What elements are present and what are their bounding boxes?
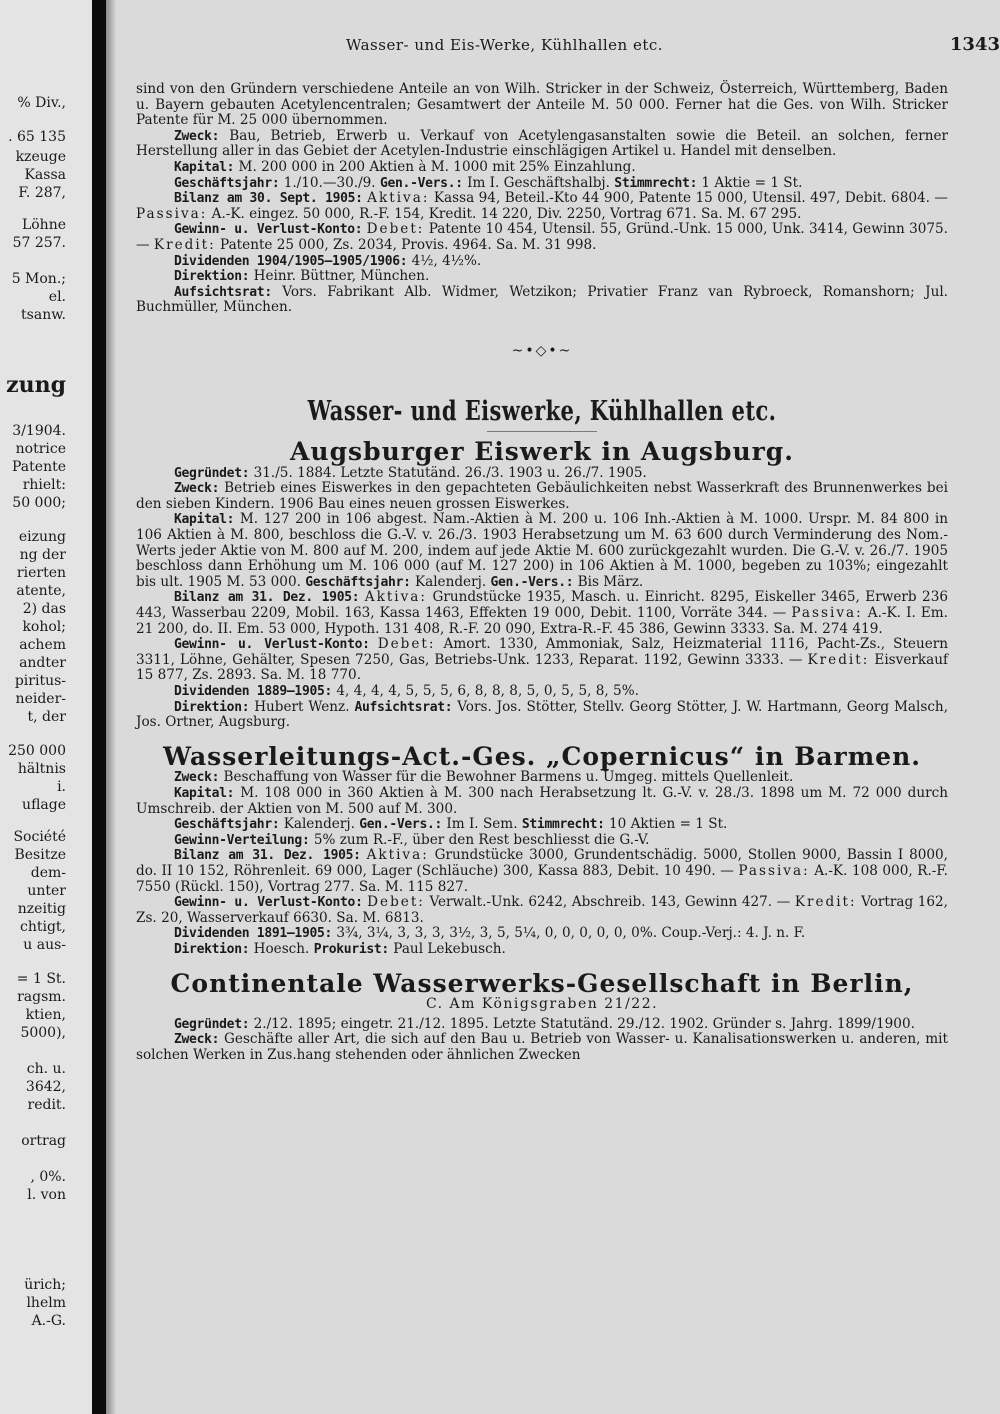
- gewverteil-text: 5% zum R.-F., über den Rest beschliesst die G.-V.: [313, 831, 650, 848]
- stimm-text: 10 Aktien = 1 St.: [608, 816, 728, 833]
- left-page-fragment: % Div.,: [17, 95, 66, 111]
- left-page-fragment: ng der: [19, 547, 66, 563]
- gegr-label: Gegründet:: [174, 465, 250, 481]
- debet-label: Debet:: [366, 221, 425, 238]
- page-number: 1343: [949, 34, 1000, 55]
- adjacent-page-fragment: [0, 0, 92, 1414]
- stimm-text: 1 Aktie = 1 St.: [701, 174, 803, 191]
- left-page-fragment: piritus-: [14, 673, 66, 689]
- gj-label: Geschäftsjahr:: [174, 175, 280, 191]
- debet-text: Verwalt.-Unk. 6242, Abschreib. 143, Gewinn 427. —: [429, 894, 791, 911]
- aufsichtsrat-paragraph: [136, 285, 948, 316]
- gj-text: Kalenderj.: [283, 816, 355, 833]
- left-page-fragment: redit.: [27, 1097, 66, 1113]
- left-page-fragment: andter: [19, 655, 66, 671]
- guv-paragraph: [136, 637, 948, 684]
- dir-label: Direktion:: [174, 699, 250, 715]
- zweck-text: Beschaffung von Wasser für die Bewohner Barmens u. Umgeg. mittels Quellenleit.: [223, 769, 794, 786]
- left-page-fragment: neider-: [15, 691, 66, 707]
- kapital-text: M. 127 200 in 106 abgest. Nam.-Aktien à M. 200 u. 106 Inh.-Aktien à M. 1000. Urspr. M. 84 800 in 106 Aktien à M. 800, beschloss die G.-V. v. 26./3. 1903 Herabsetzung um M. 63 600 durch Verminderung des Nom.-Werts jeder Aktie von M. 800 auf M. 200, indem auf jede Aktie M. 600 zurückgezahlt wurden. Die G.-V. v. 26./7. 1905 beschloss dann Erhöhung um M. 106 000 (auf M. 127 200) in 106 Aktien à M. 1000, begeben zu 103%; eingezahlt bis ult. 1905 M. 53 000.: [136, 511, 948, 590]
- guv-label: Gewinn- u. Verlust-Konto:: [174, 637, 370, 653]
- gv-label: Gen.-Vers.:: [490, 574, 574, 590]
- gv-text: Im I. Geschäftshalbj.: [467, 174, 610, 191]
- left-page-fragment: , 0%.: [30, 1169, 66, 1185]
- guv-label: Gewinn- u. Verlust-Konto:: [174, 895, 363, 911]
- passiva-label: Passiva:: [136, 205, 208, 222]
- dir-text: Heinr. Büttner, München.: [253, 268, 430, 285]
- left-page-fragment: hältnis: [17, 761, 66, 777]
- gegr-text: 2./12. 1895; eingetr. 21./12. 1895. Letzte Statutänd. 29./12. 1902. Gründer s. Jahrg. 1899/1900.: [253, 1015, 915, 1032]
- left-page-fragment: Löhne: [21, 217, 66, 233]
- kredit-text: Eisverkauf 15 877, Zs. 2893. Sa. M. 18 770.: [136, 651, 948, 684]
- aktiva-label: Aktiva:: [367, 190, 430, 207]
- kapital-paragraph: [136, 160, 948, 176]
- dividenden-paragraph: [136, 926, 948, 942]
- company-address: C. Am Königsgraben 21/22.: [425, 996, 659, 1013]
- entry-augsburg: [136, 437, 949, 731]
- kredit-text: Patente 25 000, Zs. 2034, Provis. 4964. Sa. M. 31 998.: [220, 236, 597, 253]
- left-page-fragment: ktien,: [25, 1007, 66, 1023]
- left-page-fragment: 57 257.: [12, 235, 66, 251]
- bilanz-label: Bilanz am 30. Sept. 1905:: [174, 191, 363, 207]
- passiva-text: A.-K. I. Em. 21 200, do. II. Em. 53 000, Hypoth. 131 408, R.-F. 20 090, Extra-R.-F. 45 386, Gewinn 3333. Sa. M. 274 419.: [136, 605, 948, 637]
- kapital-paragraph: [136, 512, 948, 590]
- gegr-label: Gegründet:: [174, 1016, 250, 1032]
- left-page-fragment: notrice: [15, 441, 66, 457]
- zweck-paragraph: [136, 129, 948, 160]
- div-text: 3¾, 3¼, 3, 3, 3, 3½, 3, 5, 5¼, 0, 0, 0, 0, 0, 0%. Coup.-Verj.: 4. J. n. F.: [336, 925, 806, 942]
- aktiva-label: Aktiva:: [364, 589, 427, 606]
- left-page-fragment: Besitze: [14, 847, 66, 863]
- direktion-paragraph: [136, 269, 948, 285]
- left-page-fragment: 2) das: [22, 601, 66, 617]
- book-gutter: [92, 0, 106, 1414]
- kapital-label: Kapital:: [174, 159, 235, 175]
- direktion-paragraph: [136, 942, 948, 958]
- entry-barmen: [136, 741, 948, 958]
- left-page-fragment: nzeitig: [17, 901, 66, 917]
- gj-text: Kalenderj.: [414, 573, 487, 590]
- left-page-fragment: i.: [57, 779, 66, 795]
- prok-label: Prokurist:: [313, 941, 389, 957]
- left-page-fragment: u aus-: [23, 937, 66, 953]
- left-page-fragment: chtigt,: [20, 919, 66, 935]
- entry-intro: sind von den Gründern verschiedene Anteile an von Wilh. Stricker in der Schweiz, Österreich, Württemberg, Baden u. Bayern gebauten Acetylencentralen; Gesamtwert der Anteile M. 50 000. Ferner hat die Ges. von Wilh. Stricker Patente für M. 25 000 übernommen.: [136, 81, 948, 129]
- left-page-fragment: kzeuge: [15, 149, 66, 165]
- zweck-label: Zweck:: [174, 770, 220, 786]
- bilanz-paragraph: [136, 848, 948, 895]
- gewinnverteilung-paragraph: [136, 833, 948, 849]
- dir-label: Direktion:: [174, 941, 250, 957]
- left-page-fragment: el.: [48, 289, 66, 305]
- zweck-paragraph: [136, 1032, 948, 1063]
- left-page-fragment: ortrag: [21, 1133, 66, 1149]
- left-page-fragment: 5 Mon.;: [11, 271, 66, 287]
- dir-text: Hubert Wenz.: [254, 698, 350, 715]
- div-label: Dividenden 1904/1905—1905/1906:: [174, 253, 408, 269]
- stimm-label: Stimmrecht:: [614, 175, 698, 191]
- div-label: Dividenden 1889—1905:: [174, 684, 333, 699]
- left-page-fragment: Kassa: [24, 167, 66, 183]
- zweck-label: Zweck:: [174, 481, 220, 497]
- ar-label: Aufsichtsrat:: [354, 699, 453, 715]
- company-title: Continentale Wasserwerks-Gesellschaft in Berlin,: [170, 968, 914, 998]
- passiva-text: A.-K. 108 000, R.-F. 7550 (Rückl. 150), Vortrag 277. Sa. M. 115 827.: [136, 862, 948, 895]
- company-title: Augsburger Eiswerk in Augsburg.: [290, 437, 794, 467]
- left-page-fragment: zung: [6, 372, 66, 398]
- bilanz-label: Bilanz am 31. Dez. 1905:: [174, 848, 361, 864]
- kredit-label: Kredit:: [153, 236, 216, 253]
- left-page-fragment: achem: [19, 637, 66, 653]
- debet-text: Amort. 1330, Ammoniak, Salz, Heizmaterial 1116, Pacht-Zs., Steuern 3311, Löhne, Gehälter, Spesen 7250, Gas, Betriebs-Unk. 1233, Reparat. 1192, Gewinn 3333. —: [136, 636, 949, 668]
- left-page-fragment: 3/1904.: [12, 423, 66, 439]
- zweck-label: Zweck:: [174, 128, 220, 144]
- gj-label: Geschäftsjahr:: [174, 817, 280, 833]
- debet-label: Debet:: [377, 636, 436, 653]
- zweck-paragraph: [136, 481, 948, 512]
- left-page-fragment: = 1 St.: [16, 971, 66, 987]
- zweck-text: Bau, Betrieb, Erwerb u. Verkauf von Acetylengasanstalten sowie die Beteil. an solchen, ferner Herstellung aller in das Gebiet der Acetylen-Industrie einschlägigen Artikel u. Handel mit denselben.: [136, 127, 948, 160]
- entry-continued: [136, 82, 948, 316]
- dividenden-paragraph: [136, 254, 948, 270]
- left-page-fragment: tsanw.: [21, 307, 66, 323]
- div-label: Dividenden 1891—1905:: [174, 926, 333, 942]
- passiva-text: A.-K. eingez. 50 000, R.-F. 154, Kredit. 14 220, Div. 2250, Vortrag 671. Sa. M. 67 295.: [211, 205, 802, 222]
- kapital-text: M. 200 000 in 200 Aktien à M. 1000 mit 25% Einzahlung.: [238, 158, 636, 175]
- left-page-fragment: lhelm: [26, 1295, 66, 1311]
- dir-text: Hoesch.: [253, 940, 310, 957]
- div-text: 4½, 4½%.: [411, 252, 482, 269]
- left-page-fragment: . 65 135: [8, 129, 66, 145]
- running-head: Wasser- und Eis-Werke, Kühlhallen etc.: [346, 36, 664, 54]
- kapital-label: Kapital:: [174, 512, 235, 528]
- entry-berlin: [136, 968, 948, 1064]
- gewverteil-label: Gewinn-Verteilung:: [174, 832, 310, 848]
- geschaeftsjahr-paragraph: [136, 817, 948, 833]
- left-page-fragment: t, der: [27, 709, 66, 725]
- left-page-fragment: Société: [13, 829, 66, 845]
- gegruendet-paragraph: [136, 466, 948, 482]
- passiva-label: Passiva:: [738, 862, 810, 879]
- direktion-paragraph: [136, 700, 948, 731]
- guv-paragraph: [136, 895, 948, 926]
- zweck-text: Geschäfte aller Art, die sich auf den Bau u. Betrieb von Wasser- u. Kanalisationswerken u. anderen, mit solchen Werken in Zus.hang stehenden oder ähnlichen Zwecken: [136, 1031, 948, 1063]
- left-page-fragment: F. 287,: [18, 185, 66, 201]
- aktiva-text: Grundstücke 1935, Masch. u. Einricht. 8295, Eiskeller 3465, Erwerb 236 443, Wasserbau 2209, Mobil. 163, Kassa 1463, Effekten 19 000, Debit. 1100, Vorräte 344. —: [136, 589, 948, 622]
- aktiva-label: Aktiva:: [366, 847, 429, 864]
- bilanz-label: Bilanz am 31. Dez. 1905:: [174, 590, 360, 606]
- zweck-text: Betrieb eines Eiswerkes in den gepachteten Gebäulichkeiten nebst Wasserkraft des Brunnenwerkes bei den sieben Kindern. 1906 Bau eines neuen grossen Eiswerkes.: [136, 480, 948, 512]
- bilanz-paragraph: [136, 590, 948, 637]
- ar-text: Vors. Fabrikant Alb. Widmer, Wetzikon; Privatier Franz van Rybroeck, Romanshorn; Jul. Buchmüller, München.: [136, 283, 948, 316]
- ornament-divider: ~•◇•~: [511, 342, 573, 359]
- aktiva-text: Kassa 94, Beteil.-Kto 44 900, Patente 15 000, Utensil. 497, Debit. 6804. —: [433, 190, 949, 207]
- dir-label: Direktion:: [174, 269, 250, 285]
- gegr-text: 31./5. 1884. Letzte Statutänd. 26./3. 1903 u. 26./7. 1905.: [253, 464, 647, 481]
- stimm-label: Stimmrecht:: [521, 817, 605, 833]
- left-page-fragment: 3642,: [25, 1079, 66, 1095]
- div-text: 4, 4, 4, 4, 5, 5, 5, 6, 8, 8, 8, 5, 0, 5, 5, 8, 5%.: [336, 683, 639, 699]
- heading-rule: [487, 431, 597, 432]
- gj-text: 1./10.—30./9.: [283, 174, 376, 191]
- section-heading: Wasser- und Eiswerke, Kühlhallen etc.: [307, 395, 777, 427]
- kredit-label: Kredit:: [807, 651, 870, 668]
- debet-label: Debet:: [367, 894, 425, 911]
- left-page-fragment: eizung: [18, 529, 66, 545]
- left-page-fragment: atente,: [16, 583, 66, 599]
- left-page-fragment: l. von: [27, 1187, 66, 1203]
- kredit-text: Vortrag 162, Zs. 20, Wasserverkauf 6630. Sa. M. 6813.: [136, 894, 948, 926]
- left-page-fragment: ürich;: [24, 1277, 66, 1293]
- aktiva-text: Grundstücke 3000, Grundentschädig. 5000, Stollen 9000, Bassin I 8000, do. II 10 152, Röhrenleit. 69 000, Lager (Schläuche) 300, Kassa 883, Debit. 10 490. —: [136, 847, 948, 879]
- left-page-fragment: unter: [27, 883, 66, 899]
- gutter-shadow: [106, 0, 116, 1414]
- left-page-fragment: Patente: [12, 459, 66, 475]
- left-page-fragment: 250 000: [8, 743, 66, 759]
- left-page-fragment: ch. u.: [26, 1061, 66, 1077]
- left-page-fragment: kohol;: [22, 619, 66, 635]
- geschaeftsjahr-paragraph: [136, 176, 948, 192]
- guv-label: Gewinn- u. Verlust-Konto:: [174, 222, 363, 238]
- company-title: Wasserleitungs-Act.-Ges. „Copernicus“ in Barmen.: [163, 741, 921, 771]
- page-header: [116, 36, 1000, 58]
- gegruendet-paragraph: [136, 1017, 948, 1033]
- gv-text: Bis März.: [577, 573, 644, 590]
- left-page-fragment: dem-: [30, 865, 66, 881]
- kapital-text: M. 108 000 in 360 Aktien à M. 300 nach Herabsetzung lt. G.-V. v. 28./3. 1898 um M. 72 000 durch Umschreib. der Aktien von M. 500 auf M. 300.: [136, 784, 948, 817]
- left-page-fragment: rierten: [16, 565, 66, 581]
- document-page: [116, 0, 1000, 1414]
- dividenden-paragraph: [136, 684, 948, 700]
- left-page-fragment: 5000),: [20, 1025, 66, 1041]
- ar-label: Aufsichtsrat:: [174, 284, 272, 300]
- zweck-label: Zweck:: [174, 1032, 220, 1048]
- kapital-paragraph: [136, 786, 948, 817]
- left-page-fragment: ragsm.: [17, 989, 66, 1005]
- left-page-fragment: 50 000;: [12, 495, 66, 511]
- left-page-fragment: rhielt:: [22, 477, 66, 493]
- guv-paragraph: [136, 222, 948, 253]
- gv-label: Gen.-Vers.:: [359, 817, 443, 833]
- ar-text: Vors. Jos. Stötter, Stellv. Georg Stötter, J. W. Hartmann, Georg Malsch, Jos. Ortner, Augsburg.: [136, 698, 949, 731]
- kredit-label: Kredit:: [794, 894, 857, 911]
- left-page-fragment: uflage: [22, 797, 66, 813]
- kapital-label: Kapital:: [174, 785, 235, 801]
- page-content: [136, 82, 948, 1063]
- zweck-paragraph: [136, 770, 948, 786]
- gv-text: Im I. Sem.: [446, 816, 518, 833]
- passiva-label: Passiva:: [791, 605, 863, 622]
- debet-text: Patente 10 454, Utensil. 55, Gründ.-Unk. 15 000, Unk. 3414, Gewinn 3075. —: [136, 221, 948, 253]
- gv-label: Gen.-Vers.:: [379, 175, 463, 191]
- gj-label: Geschäftsjahr:: [305, 574, 411, 590]
- bilanz-paragraph: [136, 191, 948, 222]
- left-page-fragment: A.-G.: [31, 1313, 66, 1329]
- prok-text: Paul Lekebusch.: [393, 940, 506, 957]
